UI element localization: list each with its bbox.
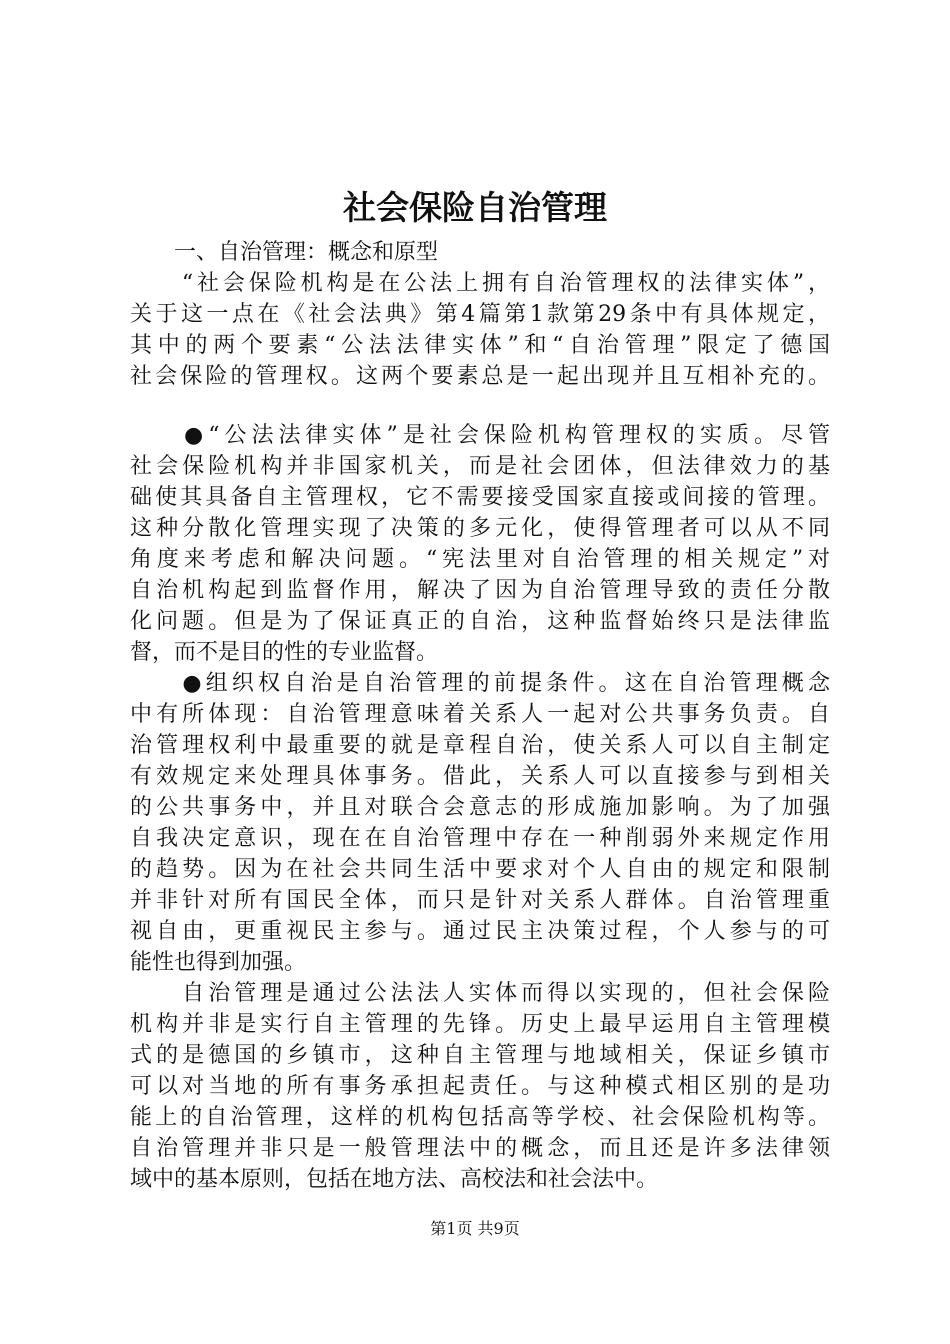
text-line: 角度来考虑和解决问题。“宪法里对自治管理的相关规定”对 (130, 547, 830, 572)
text-line: 中有所体现：自治管理意味着关系人一起对公共事务负责。自 (130, 702, 830, 727)
text-line: 域中的基本原则，包括在地方法、高校法和社会法中。 (130, 1167, 659, 1192)
text-line: 并非针对所有国民全体，而只是针对关系人群体。自治管理重 (130, 888, 830, 913)
section-heading: 一、自治管理：概念和原型 (130, 240, 439, 265)
text-line: 视自由，更重视民主参与。通过民主决策过程，个人参与的可 (130, 919, 830, 944)
paragraph-gap (130, 392, 830, 420)
text-line: 自治机构起到监督作用，解决了因为自治管理导致的责任分散 (130, 578, 830, 603)
document-title: 社会保险自治管理 (343, 188, 607, 227)
text-line: ●“公法法律实体”是社会保险机构管理权的实质。尽管 (130, 423, 830, 448)
text-line: 自治管理并非只是一般管理法中的概念，而且还是许多法律领 (130, 1136, 830, 1161)
text-line: 础使其具备自主管理权，它不需要接受国家直接或间接的管理。 (130, 485, 830, 510)
text-line: 式的是德国的乡镇市，这种自主管理与地域相关，保证乡镇市 (130, 1043, 830, 1068)
text-line: 关于这一点在《社会法典》第4篇第1款第29条中有具体规定， (130, 302, 830, 327)
text-line: 的趋势。因为在社会共同生活中要求对个人自由的规定和限制 (130, 857, 830, 882)
text-line: 有效规定来处理具体事务。借此，关系人可以直接参与到相关 (130, 764, 830, 789)
text-line: 自治管理是通过公法法人实体而得以实现的，但社会保险 (130, 981, 830, 1006)
text-line: 可以对当地的所有事务承担起责任。与这种模式相区别的是功 (130, 1074, 830, 1099)
text-line: 这种分散化管理实现了决策的多元化，使得管理者可以从不同 (130, 516, 830, 541)
text-line: 能性也得到加强。 (130, 950, 307, 975)
text-line: 社会保险的管理权。这两个要素总是一起出现并且互相补充的。 (130, 364, 830, 389)
text-line: 督，而不是目的性的专业监督。 (130, 640, 439, 665)
text-line: 其中的两个要素“公法法律实体”和“自治管理”限定了德国 (130, 333, 830, 358)
text-line: ●组织权自治是自治管理的前提条件。这在自治管理概念 (130, 671, 830, 696)
text-line: 治管理权利中最重要的就是章程自治，使关系人可以自主制定 (130, 733, 830, 758)
text-line: 社会保险机构并非国家机关，而是社会团体，但法律效力的基 (130, 454, 830, 479)
document-body (130, 237, 830, 1195)
text-line: “社会保险机构是在公法上拥有自治管理权的法律实体”， (130, 271, 830, 296)
text-line: 的公共事务中，并且对联合会意志的形成施加影响。为了加强 (130, 795, 830, 820)
text-line: 自我决定意识，现在在自治管理中存在一种削弱外来规定作用 (130, 826, 830, 851)
text-line: 能上的自治管理，这样的机构包括高等学校、社会保险机构等。 (130, 1105, 830, 1130)
page-footer: 第1页 共9页 (430, 1219, 520, 1238)
text-line: 化问题。但是为了保证真正的自治，这种监督始终只是法律监 (130, 609, 830, 634)
text-line: 机构并非是实行自主管理的先锋。历史上最早运用自主管理模 (130, 1012, 830, 1037)
